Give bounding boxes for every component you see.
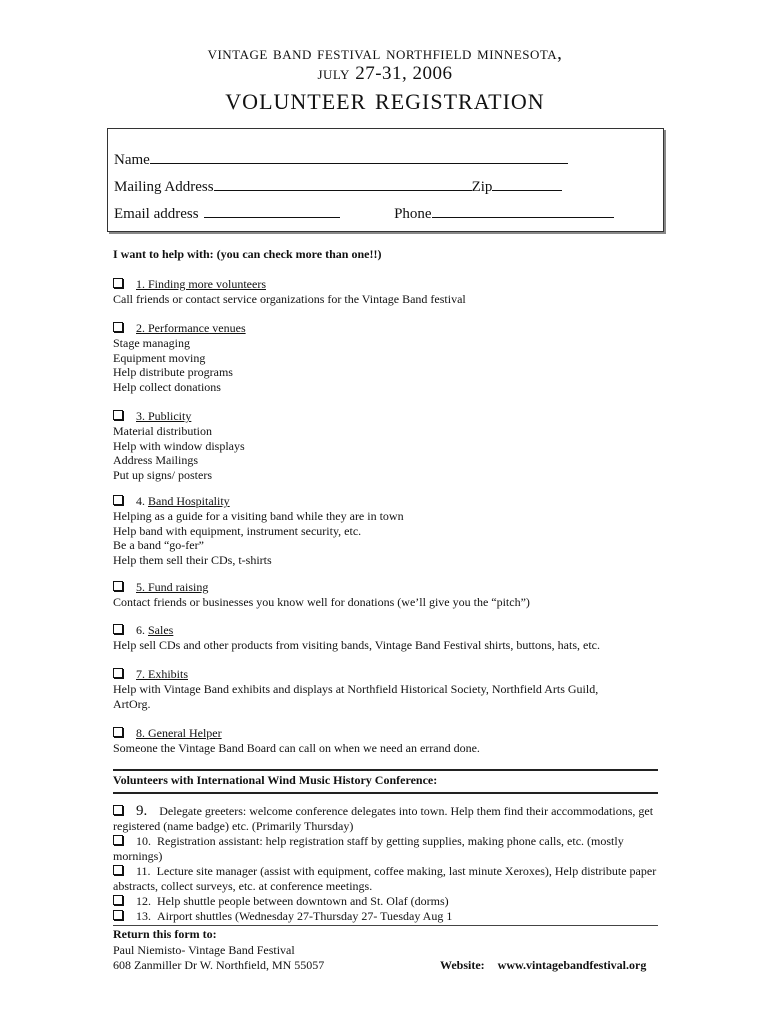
email-field[interactable] — [204, 203, 340, 218]
item-number: 9. — [136, 803, 148, 819]
section-line: Address Mailings — [113, 453, 198, 468]
item-number: 11. — [136, 864, 151, 878]
conference-item — [113, 804, 661, 834]
zip-label: Zip — [471, 179, 493, 195]
return-address — [113, 927, 324, 974]
section-line: Call friends or contact service organizations for the Vintage Band festival — [113, 291, 466, 306]
section-line: Help band with equipment, instrument security, etc. — [113, 523, 362, 538]
section-title: 1. Finding more volunteers — [136, 277, 266, 291]
item-text: Delegate greeters: welcome conference delegates into town. Help them find their accommodations, get registered (name badge) etc. (Primarily Thursday) — [113, 804, 654, 833]
phone-label: Phone — [394, 206, 432, 222]
section-line: Help with Vintage Band exhibits and displays at Northfield Historical Society, Northfield Arts Guild, — [113, 681, 599, 696]
section-line: Help them sell their CDs, t-shirts — [113, 553, 272, 568]
section-line: Help collect donations — [113, 380, 221, 395]
item-number: 10. — [136, 834, 151, 848]
phone-field[interactable] — [432, 203, 614, 218]
section-line: ArtOrg. — [113, 696, 151, 711]
section-title: 5. Fund raising — [136, 580, 209, 594]
section-number: 6. — [136, 623, 148, 637]
festival-dates: july 27-31, 2006 — [317, 63, 453, 84]
checkbox[interactable] — [113, 727, 123, 737]
checkbox[interactable] — [113, 624, 123, 634]
checkbox[interactable] — [113, 410, 123, 420]
checkbox[interactable] — [113, 805, 123, 815]
item-number: 13. — [136, 909, 151, 923]
address-line: 608 Zanmiller Dr W. Northfield, MN 55057 — [113, 958, 325, 972]
zip-field[interactable] — [492, 176, 562, 191]
section-publicity — [113, 409, 673, 483]
section-line: Helping as a guide for a visiting band while they are in town — [113, 508, 404, 523]
name-field[interactable] — [150, 149, 568, 164]
festival-heading: vintage band festival northfield minnesota, — [207, 43, 563, 64]
item-text: Lecture site manager (assist with equipment, coffee making, last minute Xeroxes), Help distribute paper abstracts, collect surveys, etc. at conference meetings. — [113, 864, 657, 893]
conference-item — [113, 864, 661, 894]
section-line: Help with window displays — [113, 438, 245, 453]
divider — [113, 792, 658, 794]
name-label: Name — [114, 152, 150, 168]
conference-item — [113, 834, 661, 864]
page-title: volunteer registration — [225, 81, 545, 116]
checkbox[interactable] — [113, 865, 123, 875]
website-link[interactable]: www.vintagebandfestival.org — [497, 958, 647, 972]
section-general-helper — [113, 726, 673, 756]
website — [440, 958, 646, 973]
section-title: 3. Publicity — [136, 409, 192, 423]
section-line: Material distribution — [113, 423, 212, 438]
section-line: Help distribute programs — [113, 365, 233, 380]
section-line: Stage managing — [113, 335, 190, 350]
email-phone-row — [114, 203, 614, 223]
section-line: Put up signs/ posters — [113, 468, 213, 483]
section-finding-volunteers — [113, 277, 673, 307]
section-line: Be a band “go-fer” — [113, 538, 204, 553]
checkbox[interactable] — [113, 910, 123, 920]
mailing-address-field[interactable] — [214, 176, 472, 191]
section-fund-raising — [113, 580, 673, 610]
checkbox[interactable] — [113, 278, 123, 288]
conference-item — [113, 909, 661, 924]
checkbox[interactable] — [113, 322, 123, 332]
section-number: 4. — [136, 494, 148, 508]
checkbox[interactable] — [113, 835, 123, 845]
mailing-address-label: Mailing Address — [114, 179, 214, 195]
checkbox[interactable] — [113, 581, 123, 591]
section-title: Band Hospitality — [148, 494, 230, 508]
divider — [113, 769, 658, 771]
item-text: Help shuttle people between downtown and St. Olaf (dorms) — [157, 894, 449, 908]
return-label: Return this form to: — [113, 927, 217, 941]
conference-heading: Volunteers with International Wind Music History Conference: — [113, 773, 438, 787]
checkbox[interactable] — [113, 495, 123, 505]
section-line: Help sell CDs and other products from visiting bands, Vintage Band Festival shirts, buttons, hats, etc. — [113, 637, 601, 652]
item-text: Registration assistant: help registration staff by getting supplies, making phone calls, etc. (mostly mornings) — [113, 834, 624, 863]
section-band-hospitality — [113, 494, 673, 568]
section-title: 7. Exhibits — [136, 667, 189, 681]
section-title: Sales — [148, 623, 174, 637]
section-title: 8. General Helper — [136, 726, 222, 740]
divider — [113, 925, 658, 926]
name-row — [114, 149, 568, 169]
item-text: Airport shuttles (Wednesday 27-Thursday 27- Tuesday Aug 1 — [157, 909, 453, 923]
mailing-row — [114, 176, 562, 196]
contact-form-box — [107, 128, 664, 232]
section-performance-venues — [113, 321, 673, 395]
website-label: Website: — [440, 958, 485, 972]
checkbox[interactable] — [113, 895, 123, 905]
section-sales — [113, 623, 673, 653]
email-label: Email address — [114, 206, 199, 222]
section-exhibits — [113, 667, 673, 711]
section-line: Contact friends or businesses you know well for donations (we’ll give you the “pitch”) — [113, 594, 530, 609]
section-line: Someone the Vintage Band Board can call on when we need an errand done. — [113, 740, 480, 755]
section-title: 2. Performance venues — [136, 321, 246, 335]
conference-item — [113, 894, 661, 909]
checkbox[interactable] — [113, 668, 123, 678]
help-intro: I want to help with: (you can check more than one!!) — [113, 247, 382, 261]
section-line: Equipment moving — [113, 350, 206, 365]
address-line: Paul Niemisto- Vintage Band Festival — [113, 942, 295, 957]
item-number: 12. — [136, 894, 151, 908]
